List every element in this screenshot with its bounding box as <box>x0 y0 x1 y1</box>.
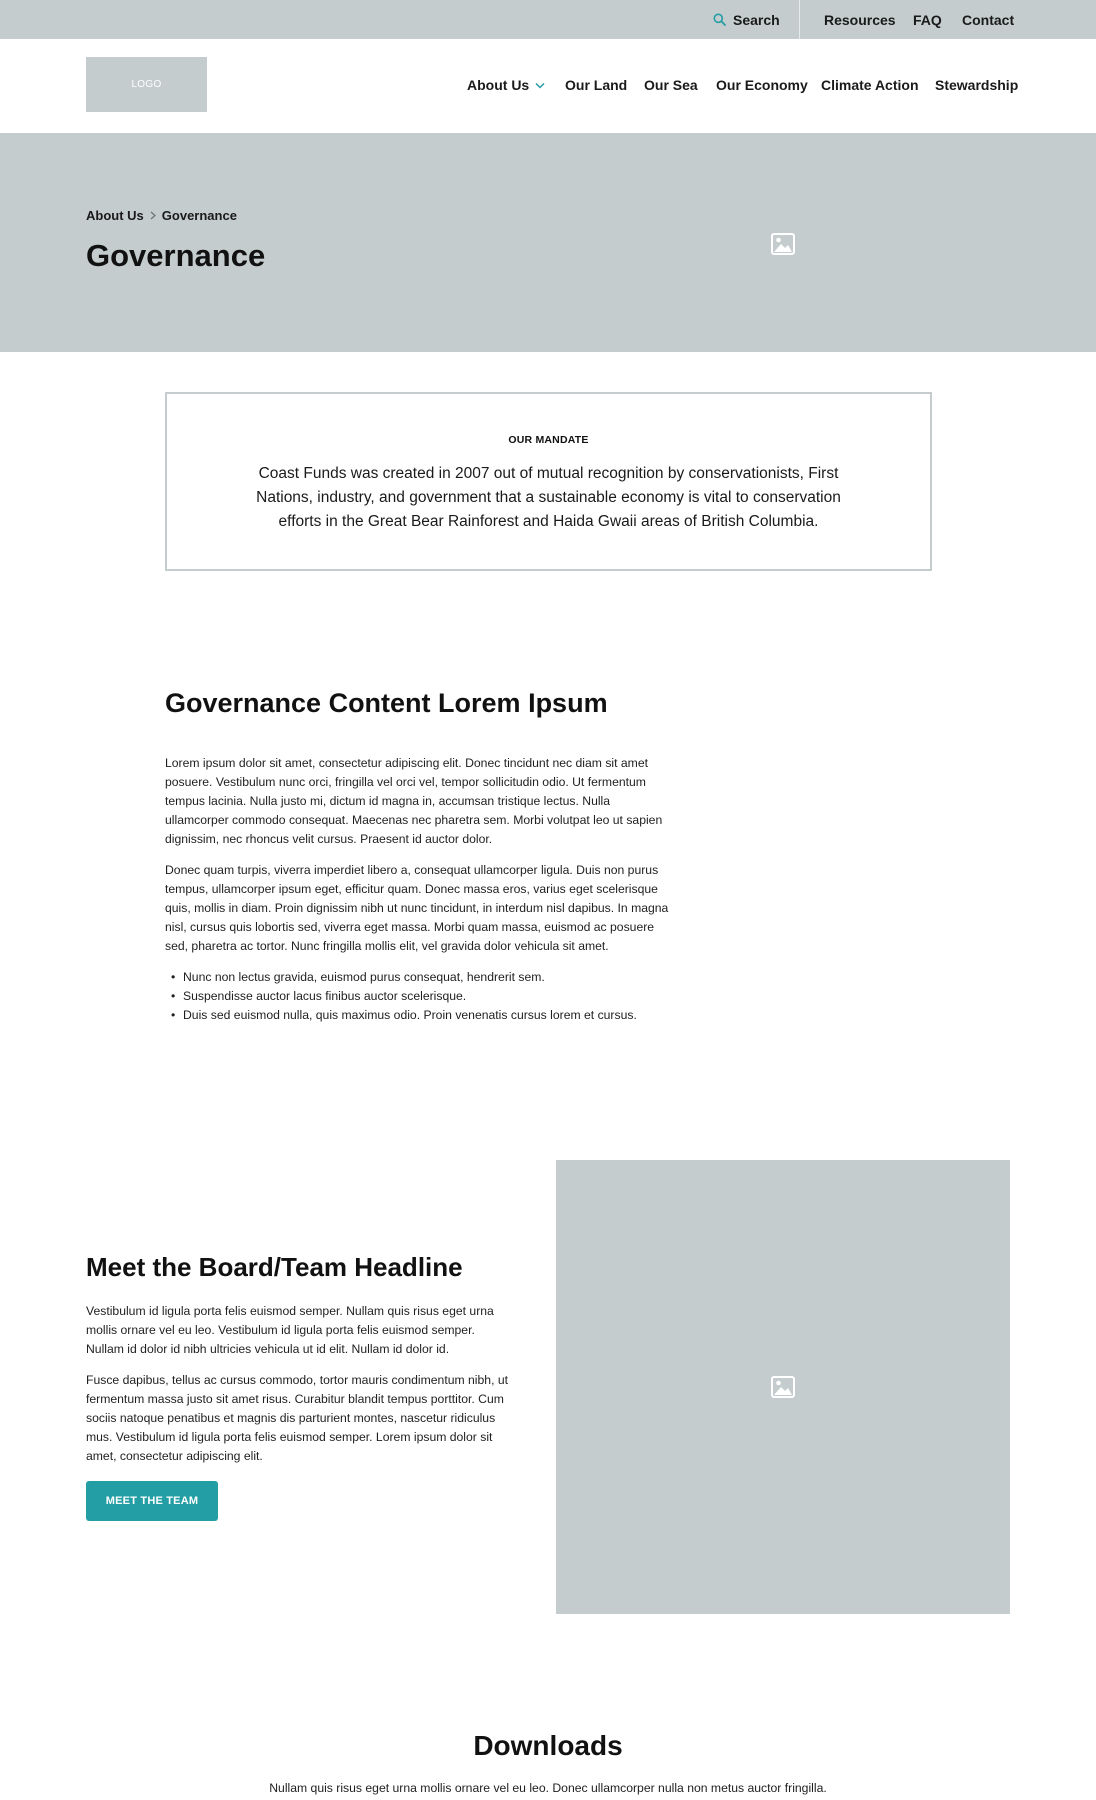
search-link[interactable] <box>713 0 780 39</box>
breadcrumb <box>86 208 237 223</box>
nav-our-land[interactable]: Our Land <box>565 77 628 93</box>
logo[interactable]: LOGO <box>86 57 207 112</box>
downloads-heading: Downloads <box>473 1730 623 1761</box>
search-label: Search <box>733 11 780 28</box>
meet-the-team-button[interactable]: MEET THE TEAM <box>86 1481 218 1521</box>
chevron-down-icon <box>535 82 545 89</box>
list-item: • Duis sed euismod nulla, quis maximus odio. Proin venenatis cursus lorem et cursus. <box>165 1006 670 1025</box>
downloads-subtext: Nullam quis risus eget urna mollis ornare vel eu leo. Donec ullamcorper nulla non metus auctor fringilla. <box>269 1781 827 1795</box>
governance-paragraph: Lorem ipsum dolor sit amet, consectetur adipiscing elit. Donec tincidunt nec diam sit amet posuere. Vestibulum nunc orci, fringilla vel orci vel, tempor sollicitudin odio. Ut fermentum tempus lacinia. Nulla justo mi, dictum id magna in, accumsan tristique lectus. Nulla ullamcorper commodo consequat. Maecenas nec pharetra sem. Morbi volutpat leo ut sapien dignissim, nec rhoncus velit cursus. Praesent id auctor dolor. <box>165 756 663 846</box>
utility-bar <box>0 0 1096 39</box>
main-header <box>0 39 1096 133</box>
board-paragraph: Vestibulum id ligula porta felis euismod semper. Nullam quis risus eget urna mollis ornare vel eu leo. Vestibulum id ligula porta felis euismod semper. Nullam id dolor id nibh ultricies vehicula ut id elit. Nullam id dolor id. <box>86 1304 494 1356</box>
search-icon <box>713 13 726 26</box>
board-paragraph: Fusce dapibus, tellus ac cursus commodo, tortor mauris condimentum nibh, ut fermentum massa justo sit amet risus. Curabitur blandit tempus porttitor. Cum sociis natoque penatibus et magnis dis parturient montes, nascetur ridiculus mus. Vestibulum id ligula porta felis euismod semper. Lorem ipsum dolor sit amet, consectetur adipiscing elit. <box>86 1373 509 1463</box>
nav-our-economy[interactable]: Our Economy <box>716 77 808 93</box>
list-item: • Suspendisse auctor lacus finibus auctor scelerisque. <box>165 987 670 1006</box>
page-title: Governance <box>86 238 266 273</box>
breadcrumb-about-us[interactable]: About Us <box>86 208 144 223</box>
contact-link[interactable]: Contact <box>962 11 1015 28</box>
chevron-right-icon <box>150 211 156 220</box>
governance-paragraph: Donec quam turpis, viverra imperdiet libero a, consequat ullamcorper ligula. Duis non purus tempus, ullamcorper ipsum eget, efficitur quam. Donec massa eros, varius eget scelerisque quis, mollis in diam. Proin dignissim nibh ut nunc tincidunt, in interdum nisl dapibus. In magna nisl, cursus quis lobortis sed, viverra eget massa. Morbi quam massa, euismod ac posuere sed, pharetra ac tortor. Nunc fringilla mollis elit, vel gravida dolor vehicula sit amet. <box>165 863 669 953</box>
mandate-label: OUR MANDATE <box>508 434 589 446</box>
nav-stewardship[interactable]: Stewardship <box>935 77 1019 93</box>
mandate-box <box>165 392 932 571</box>
image-icon <box>771 1376 795 1398</box>
board-heading: Meet the Board/Team Headline <box>86 1252 463 1282</box>
utility-divider <box>799 0 800 39</box>
breadcrumb-current: Governance <box>161 208 237 223</box>
faq-link[interactable]: FAQ <box>913 11 942 28</box>
hero-banner <box>0 133 1096 352</box>
board-body <box>86 1302 516 1478</box>
governance-bullet-list <box>165 968 670 1025</box>
nav-climate-action[interactable]: Climate Action <box>821 77 919 93</box>
nav-about-us[interactable] <box>467 77 545 93</box>
resources-link[interactable]: Resources <box>824 11 896 28</box>
nav-our-sea[interactable]: Our Sea <box>644 77 698 93</box>
governance-heading: Governance Content Lorem Ipsum <box>165 688 608 718</box>
governance-body <box>165 754 670 1025</box>
list-item: • Nunc non lectus gravida, euismod purus consequat, hendrerit sem. <box>165 968 670 987</box>
image-icon <box>771 233 795 255</box>
nav-about-us-label: About Us <box>467 77 530 93</box>
mandate-text: Coast Funds was created in 2007 out of mutual recognition by conservationists, First Nations, industry, and government that a sustainable economy is vital to conservation efforts in the Great Bear Rainforest and Haida Gwaii areas of British Columbia. <box>256 465 841 530</box>
board-image-placeholder <box>556 1160 1010 1614</box>
